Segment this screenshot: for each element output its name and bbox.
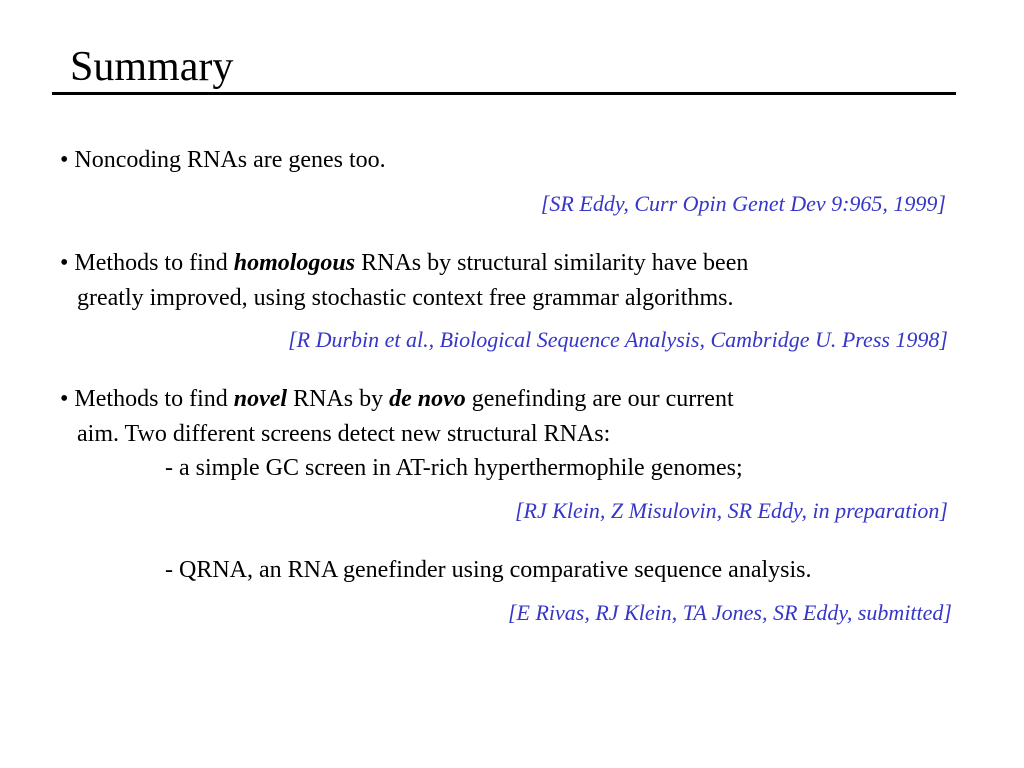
bullet-novel-rnas — [60, 384, 734, 414]
bullet-homologous-continuation: greatly improved, using stochastic context free grammar algorithms. — [77, 285, 734, 311]
citation-eddy-1999: [SR Eddy, Curr Opin Genet Dev 9:965, 1999] — [540, 191, 946, 216]
sub-item-gc-screen: - a simple GC screen in AT-rich hyperthermophile genomes; — [165, 455, 743, 481]
sub-item-qrna: - QRNA, an RNA genefinder using comparative sequence analysis. — [165, 557, 812, 583]
bullet-text: RNAs by structural similarity have been — [355, 250, 749, 276]
bullet-text: • Methods to find — [60, 250, 234, 276]
bullet-homologous-rnas — [60, 248, 748, 278]
citation-klein-in-preparation: [RJ Klein, Z Misulovin, SR Eddy, in preparation] — [514, 498, 948, 523]
bullet-text: RNAs by — [287, 386, 390, 412]
title-divider — [52, 92, 956, 95]
citation-durbin-1998: [R Durbin et al., Biological Sequence Analysis, Cambridge U. Press 1998] — [288, 327, 948, 352]
emphasis-de-novo: de novo — [389, 386, 466, 412]
emphasis-homologous: homologous — [233, 250, 356, 276]
bullet-text: • Methods to find — [60, 386, 234, 412]
slide-title: Summary — [70, 44, 234, 90]
bullet-noncoding-rnas: • Noncoding RNAs are genes too. — [60, 147, 386, 173]
citation-rivas-submitted: [E Rivas, RJ Klein, TA Jones, SR Eddy, submitted] — [507, 600, 952, 625]
bullet-text: genefinding are our current — [465, 386, 734, 412]
emphasis-novel: novel — [233, 386, 288, 412]
bullet-novel-continuation: aim. Two different screens detect new structural RNAs: — [77, 421, 611, 447]
